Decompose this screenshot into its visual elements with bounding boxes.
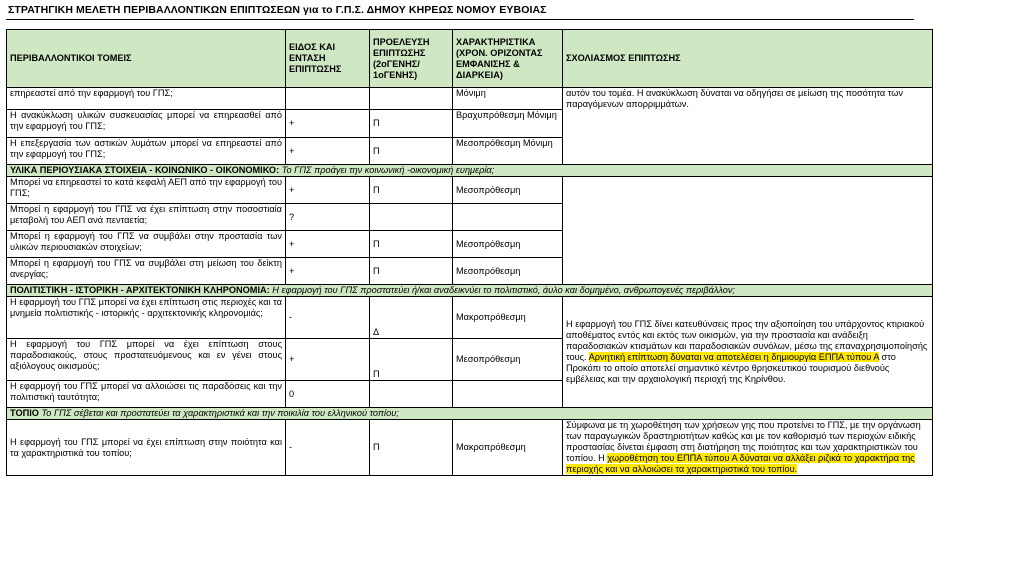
row-characteristics: Μεσοπρόθεσμη: [453, 177, 563, 204]
title-rule: [6, 19, 914, 20]
section-row-culture: [7, 285, 933, 297]
row-origin: Δ: [370, 297, 453, 339]
comment-culture-tail: στο Προκόπι το οποίο αποτελεί σημαντικό κέντρο θρησκευτικού τουρισμού διεθνούς εμβέλειας και την αρχαιολογική περιοχή της Κηρίνθου.: [566, 352, 896, 384]
header-type: ΕΙΔΟΣ ΚΑΙ ΕΝΤΑΣΗ ΕΠΙΠΤΩΣΗΣ: [286, 30, 370, 88]
header-sectors: ΠΕΡΙΒΑΛΛΟΝΤΙΚΟΙ ΤΟΜΕΙΣ: [7, 30, 286, 88]
row-origin: Π: [370, 258, 453, 285]
row-characteristics: Μεσοπρόθεσμη Μόνιμη: [453, 138, 563, 165]
section-title: ΤΟΠΙΟ: [10, 408, 39, 418]
row-question: Μπορεί η εφαρμογή του ΓΠΣ να έχει επίπτωση στην ποσοστιαία μεταβολή του ΑΕΠ ανά πενταετία;: [7, 204, 286, 231]
row-origin: [370, 381, 453, 408]
section-row-landscape: [7, 408, 933, 420]
row-characteristics: [453, 381, 563, 408]
row-origin: [370, 204, 453, 231]
header-comment: ΣΧΟΛΙΑΣΜΟΣ ΕΠΙΠΤΩΣΗΣ: [563, 30, 933, 88]
row-origin: Π: [370, 339, 453, 381]
comment-waste: αυτόν του τομέα. Η ανακύκλωση δύναται να οδηγήσει σε μείωση της ποσότητα των παραγόμενων απορριμμάτων.: [563, 88, 933, 165]
table-row: [7, 177, 933, 204]
table-row: [7, 420, 933, 476]
row-characteristics: Μακροπρόθεσμη: [453, 420, 563, 476]
row-type: 0: [286, 381, 370, 408]
row-type: ?: [286, 204, 370, 231]
section-subtitle: Η εφαρμογή του ΓΠΣ προστατεύει ή/και αναδεικνύει το πολιτιστικό, άυλο και δομημένο, ανθρωπογενές περιβάλλον;: [272, 285, 735, 295]
header-row: [7, 30, 933, 88]
row-type: +: [286, 138, 370, 165]
table-row: [7, 88, 933, 110]
row-origin: Π: [370, 110, 453, 138]
row-type: +: [286, 110, 370, 138]
row-question: Η εφαρμογή του ΓΠΣ μπορεί να έχει επίπτωση στους παραδοσιακούς, στους προστατευόμενους και εν γένει στους αξιόλογους οικισμούς;: [7, 339, 286, 381]
row-question: Η εφαρμογή του ΓΠΣ μπορεί να έχει επίπτωση στις περιοχές και τα μνημεία πολιτιστικής - ιστορικής - αρχιτεκτονικής κληρονομιάς;: [7, 297, 286, 339]
header-characteristics: ΧΑΡΑΚΤΗΡΙΣΤΙΚΑ (ΧΡΟΝ. ΟΡΙΖΟΝΤΑΣ ΕΜΦΑΝΙΣΗΣ & ΔΙΑΡΚΕΙΑ): [453, 30, 563, 88]
row-characteristics: Βραχυπρόθεσμη Μόνιμη: [453, 110, 563, 138]
table-row: [7, 297, 933, 339]
section-subtitle: Το ΓΠΣ σέβεται και προστατεύει τα χαρακτηριστικά και την ποικιλία του ελληνικού τοπίου;: [41, 408, 399, 418]
row-characteristics: Μεσοπρόθεσμη: [453, 339, 563, 381]
row-type: +: [286, 231, 370, 258]
row-type: +: [286, 339, 370, 381]
row-question: επηρεαστεί από την εφαρμογή του ΓΠΣ;: [7, 88, 286, 110]
row-type: -: [286, 420, 370, 476]
section-title: ΠΟΛΙΤΙΣΤΙΚΗ - ΙΣΤΟΡΙΚΗ - ΑΡΧΙΤΕΚΤΟΝΙΚΗ ΚΛΗΡΟΝΟΜΙΑ:: [10, 285, 270, 295]
row-question: Μπορεί η εφαρμογή του ΓΠΣ να συμβάλει στη μείωση του δείκτη ανεργίας;: [7, 258, 286, 285]
section-row-material: [7, 165, 933, 177]
row-origin: Π: [370, 231, 453, 258]
row-characteristics: [453, 204, 563, 231]
section-subtitle: Το ΓΠΣ προάγει την κοινωνική -οικονομική ευημερία;: [281, 165, 495, 175]
row-question: Η εφαρμογή του ΓΠΣ μπορεί να έχει επίπτωση στην ποιότητα και τα χαρακτηριστικά του τοπίου;: [7, 420, 286, 476]
row-question: Η ανακύκλωση υλικών συσκευασίας μπορεί να επηρεασθεί από την εφαρμογή του ΓΠΣ;: [7, 110, 286, 138]
comment-landscape: [563, 420, 933, 476]
row-characteristics: Μόνιμη: [453, 88, 563, 110]
row-origin: Π: [370, 420, 453, 476]
comment-material: [563, 177, 933, 285]
comment-culture-text: Η εφαρμογή του ΓΠΣ δίνει κατευθύνσεις προς την αξιοποίηση του υπάρχοντος κτιριακού αποθέματος εντός και εκτός των οικισμών, για την προστασία και ανάδειξη παραδοσιακών κτισμάτων και παραδοσιακών συνόλων, μέσω της επαναχρησιμοποίησής τους.: [566, 319, 928, 362]
comment-culture-highlight: Αρνητική επίπτωση δύναται να αποτελέσει η δημιουργία ΕΠΠΑ τύπου Α: [588, 352, 879, 362]
row-origin: [370, 88, 453, 110]
comment-landscape-highlight: χωροθέτηση του ΕΠΠΑ τύπου Α δύναται να αλλάξει ριζικά το χαρακτήρα της περιοχής και να αλλοιώσει τα χαρακτηριστικά του τοπίου.: [566, 453, 915, 474]
row-characteristics: Μεσοπρόθεσμη: [453, 258, 563, 285]
row-origin: Π: [370, 177, 453, 204]
row-question: Η εφαρμογή του ΓΠΣ μπορεί να αλλοιώσει τις παραδόσεις και την πολιτιστική ταυτότητα;: [7, 381, 286, 408]
impact-table: [6, 29, 933, 476]
row-type: -: [286, 297, 370, 339]
row-origin: Π: [370, 138, 453, 165]
document-title: ΣΤΡΑΤΗΓΙΚΗ ΜΕΛΕΤΗ ΠΕΡΙΒΑΛΛΟΝΤΙΚΩΝ ΕΠΙΠΤΩΣΕΩΝ για το Γ.Π.Σ. ΔΗΜΟΥ ΚΗΡΕΩΣ ΝΟΜΟΥ ΕΥΒΟΙΑΣ: [8, 4, 547, 16]
section-title: ΥΛΙΚΑ ΠΕΡΙΟΥΣΙΑΚΑ ΣΤΟΙΧΕΙΑ - ΚΟΙΝΩΝΙΚΟ - ΟΙΚΟΝΟΜΙΚΟ:: [10, 165, 280, 175]
row-type: +: [286, 177, 370, 204]
row-type: [286, 88, 370, 110]
row-question: Μπορεί η εφαρμογή του ΓΠΣ να συμβάλει στην προστασία των υλικών περιουσιακών στοιχείων;: [7, 231, 286, 258]
row-question: Η επεξεργασία των αστικών λυμάτων μπορεί να επηρεαστεί από την εφαρμογή του ΓΠΣ;: [7, 138, 286, 165]
header-origin: ΠΡΟΕΛΕΥΣΗ ΕΠΙΠΤΩΣΗΣ (2οΓΕΝΗΣ/ 1οΓΕΝΗΣ): [370, 30, 453, 88]
row-question: Μπορεί να επηρεαστεί το κατά κεφαλή ΑΕΠ από την εφαρμογή του ΓΠΣ;: [7, 177, 286, 204]
row-characteristics: Μεσοπρόθεσμη: [453, 231, 563, 258]
comment-culture: [563, 297, 933, 408]
row-type: +: [286, 258, 370, 285]
row-characteristics: Μακροπρόθεσμη: [453, 297, 563, 339]
comment-landscape-text: Σύμφωνα με τη χωροθέτηση των χρήσεων γης που προτείνει το ΓΠΣ, με την οργάνωση των παραγωγικών δραστηριοτήτων καθώς και με τον καθορισμό των περιοχών ειδικής προστασίας δίνεται έμφαση στη διατήρηση της ποιότητας και των χαρακτηριστικών του τοπίου. Η: [566, 420, 921, 463]
